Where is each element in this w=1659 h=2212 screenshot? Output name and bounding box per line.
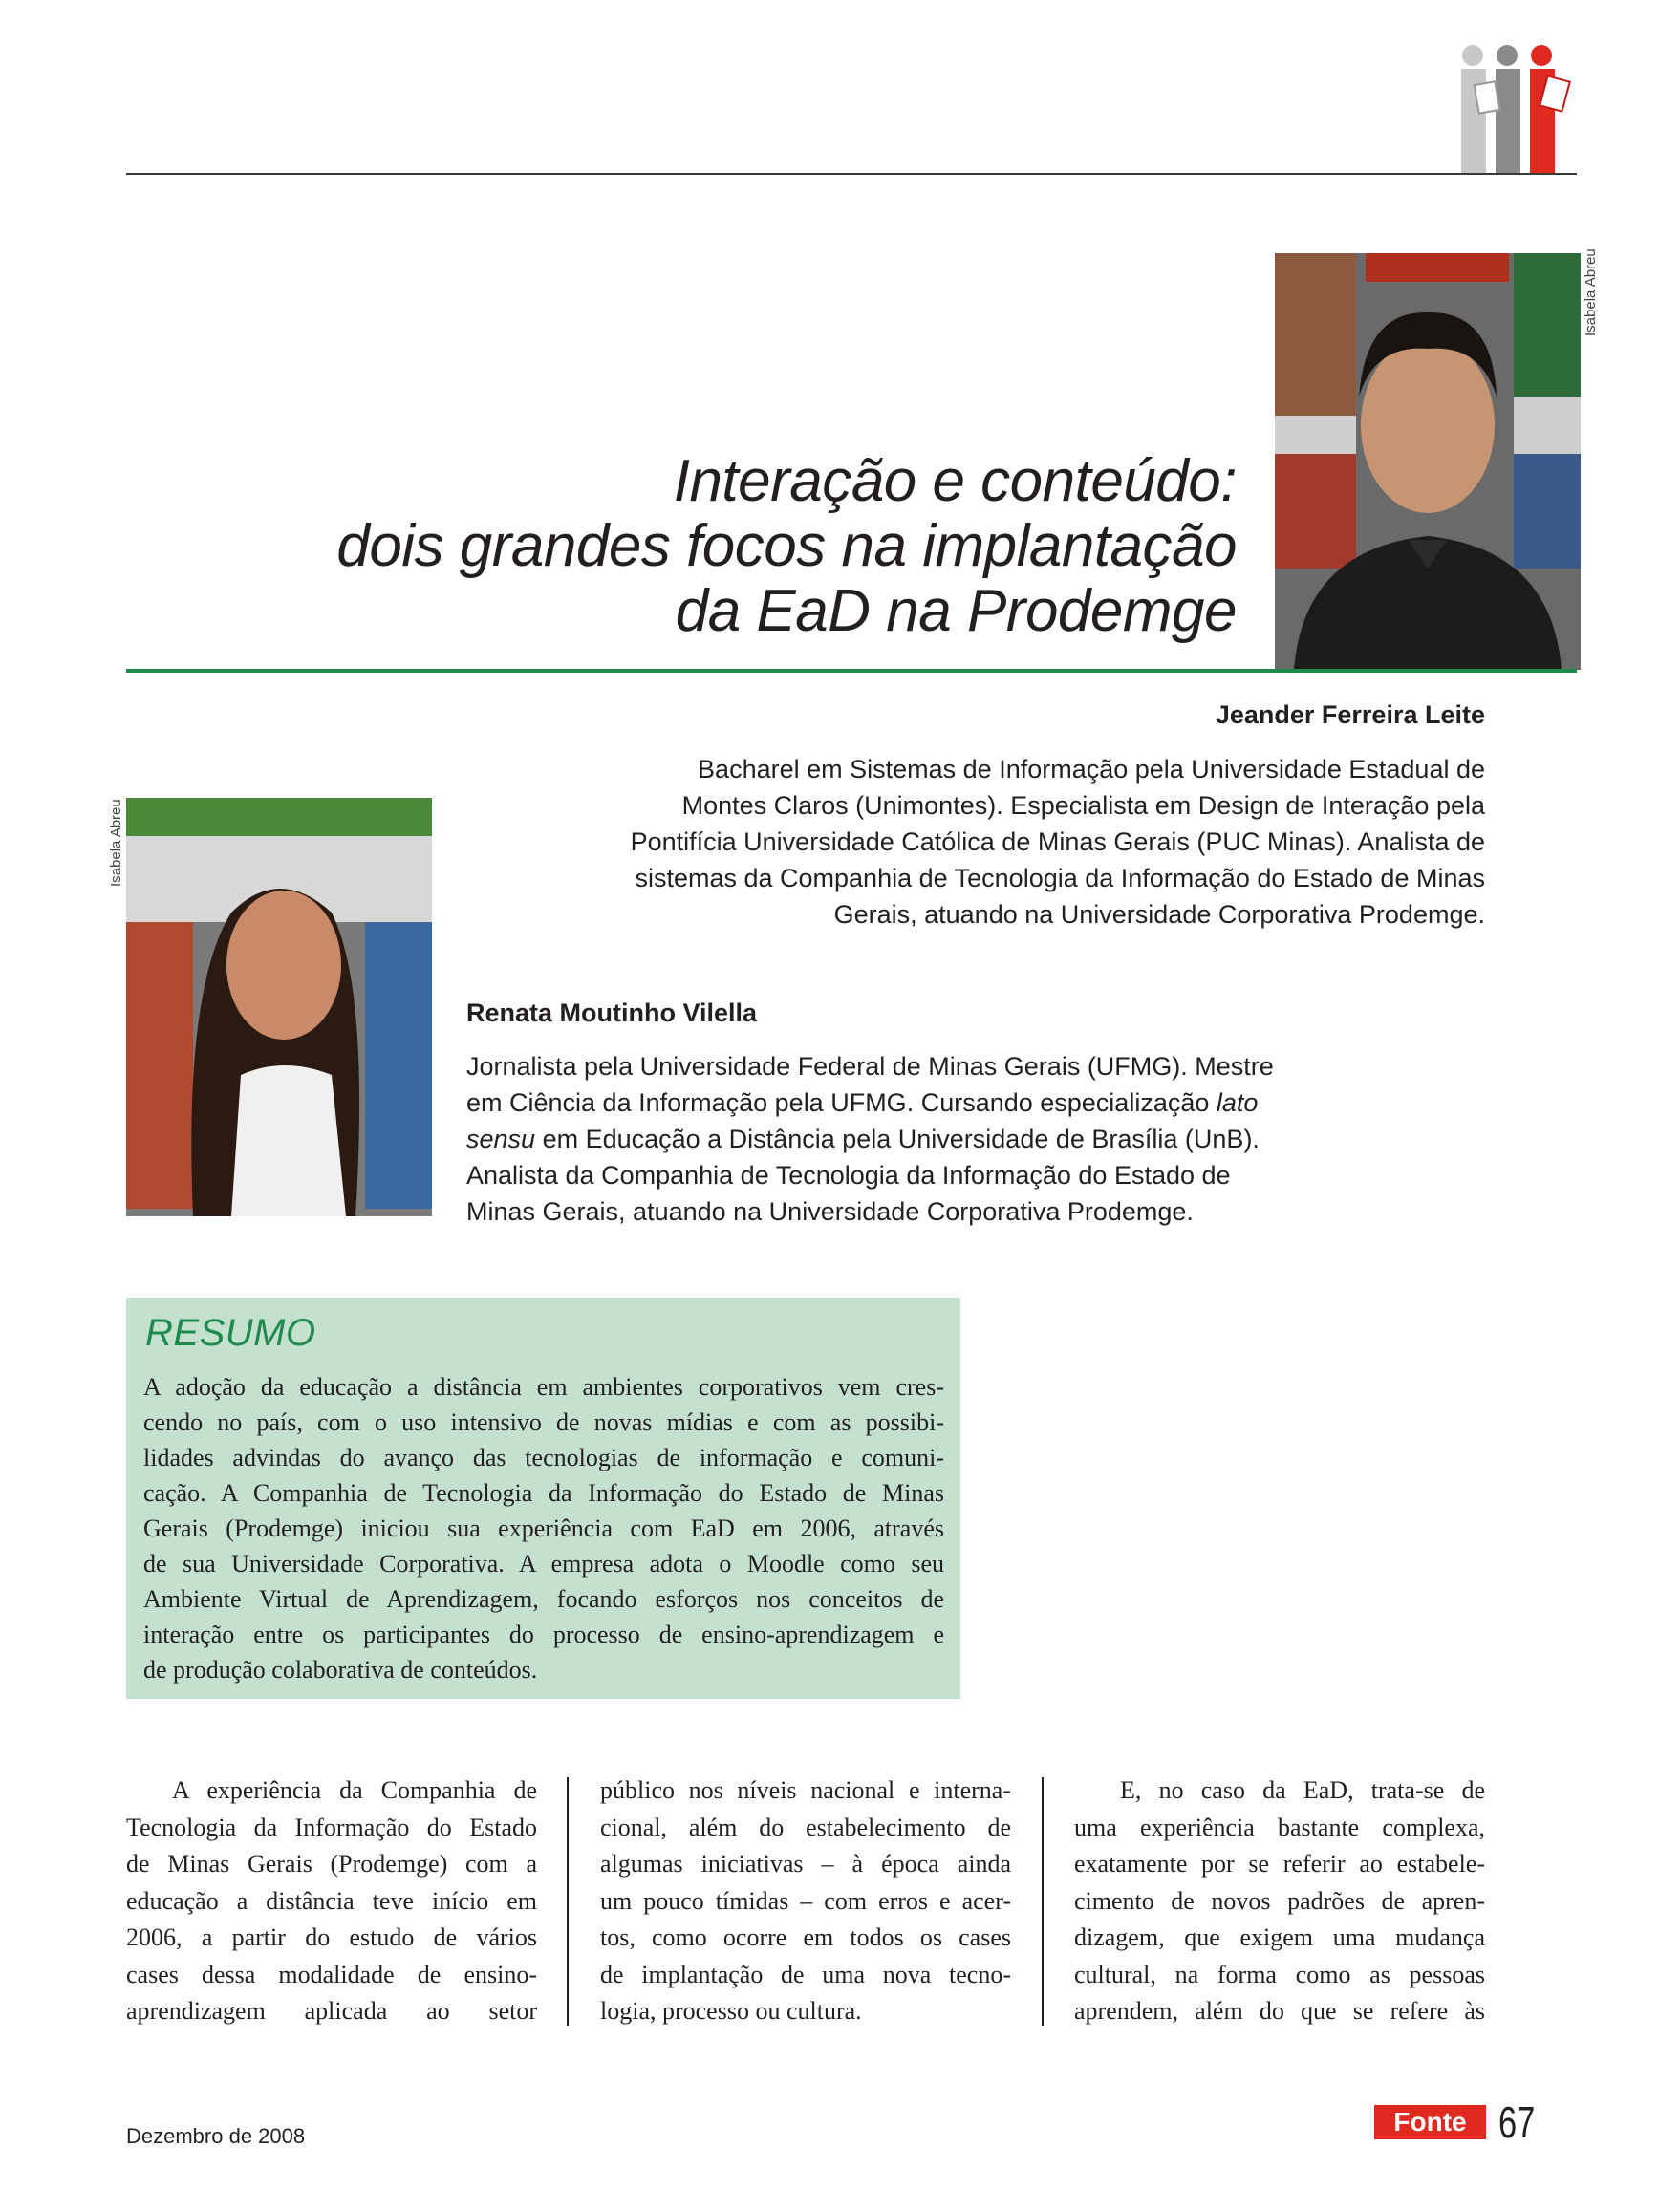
magazine-logo: Fonte	[1374, 2105, 1486, 2139]
body-line: A experiência da Companhia de	[172, 1776, 537, 1804]
author-bio	[466, 1048, 1374, 1230]
body-column-1	[126, 1772, 537, 2030]
resumo-line: cação. A Companhia de Tecnologia da Informação do Estado de Minas	[143, 1479, 944, 1507]
green-rule	[126, 669, 1577, 673]
resumo-line: Ambiente Virtual de Aprendizagem, focando esforços nos conceitos de	[143, 1585, 944, 1613]
bio-line: sistemas da Companhia de Tecnologia da Informação do Estado de Minas	[635, 864, 1485, 892]
photo-credit: Isabela Abreu	[1583, 248, 1599, 336]
bio-italic: lato	[1216, 1088, 1259, 1117]
body-line: de implantação de uma nova tecno-	[600, 1960, 1011, 1988]
body-line: cases dessa modalidade de ensino-	[126, 1960, 537, 1988]
body-line: tos, como ocorre em todos os cases	[600, 1923, 1011, 1951]
bio-line: Minas Gerais, atuando na Universidade Corporativa Prodemge.	[466, 1197, 1194, 1226]
bio-text: em Ciência da Informação pela UFMG. Cursando especialização	[466, 1088, 1217, 1117]
body-line: público nos níveis nacional e interna-	[600, 1776, 1011, 1804]
author-name: Renata Moutinho Vilella	[466, 999, 758, 1027]
title-line: dois grandes focos na implantação	[336, 513, 1237, 579]
author-name: Jeander Ferreira Leite	[1215, 700, 1485, 729]
top-rule	[126, 173, 1577, 175]
bio-line: Bacharel em Sistemas de Informação pela Universidade Estadual de	[698, 755, 1485, 784]
body-line: logia, processo ou cultura.	[600, 1997, 862, 2025]
body-line: dizagem, que exigem uma mudança	[1074, 1923, 1485, 1951]
title-line: da EaD na Prodemge	[675, 578, 1237, 644]
body-line: de Minas Gerais (Prodemge) com a	[126, 1850, 537, 1878]
author-photo-renata	[126, 798, 432, 1216]
resumo-line: de produção colaborativa de conteúdos.	[143, 1656, 538, 1684]
bio-text: em Educação a Distância pela Universidade de Brasília (UnB).	[535, 1125, 1260, 1153]
body-line: algumas iniciativas – à época ainda	[600, 1850, 1011, 1878]
column-divider	[1042, 1777, 1044, 2026]
bio-line	[466, 1121, 1374, 1157]
bio-line: Jornalista pela Universidade Federal de Minas Gerais (UFMG). Mestre	[466, 1052, 1274, 1081]
body-line: cultural, na forma como as pessoas	[1074, 1960, 1485, 1988]
article-title	[185, 449, 1237, 644]
author-photo-jeander	[1275, 253, 1581, 670]
body-line: Tecnologia da Informação do Estado	[126, 1813, 537, 1841]
title-line: Interação e conteúdo:	[673, 448, 1237, 514]
body-column-2	[600, 1772, 1011, 2030]
body-line: exatamente por se referir ao estabele-	[1074, 1850, 1485, 1878]
resumo-text	[143, 1369, 944, 1687]
page-number: 67	[1498, 2097, 1536, 2147]
resumo-heading: RESUMO	[145, 1312, 316, 1354]
resumo-line: cendo no país, com o uso intensivo de novas mídias e com as possibi-	[143, 1408, 944, 1436]
resumo-line: Gerais (Prodemge) iniciou sua experiência com EaD em 2006, através	[143, 1514, 944, 1542]
body-line: aprendem, além do que se refere às	[1074, 1997, 1485, 2025]
body-line: cimento de novos padrões de apren-	[1074, 1886, 1485, 1915]
body-line: 2006, a partir do estudo de vários	[126, 1923, 537, 1951]
bio-line: Montes Claros (Unimontes). Especialista em Design de Interação pela	[681, 791, 1485, 820]
body-line: cional, além do estabelecimento de	[600, 1813, 1011, 1841]
people-group-icon	[1448, 40, 1582, 174]
resumo-line: interação entre os participantes do processo de ensino-aprendizagem e	[143, 1621, 944, 1648]
photo-credit: Isabela Abreu	[108, 799, 124, 887]
bio-line: Analista da Companhia de Tecnologia da Informação do Estado de	[466, 1161, 1231, 1190]
body-column-3	[1074, 1772, 1485, 2030]
bio-line: Gerais, atuando na Universidade Corporativa Prodemge.	[833, 900, 1485, 929]
body-line: uma experiência bastante complexa,	[1074, 1813, 1485, 1841]
body-line: educação a distância teve início em	[126, 1886, 537, 1915]
author-bio	[529, 751, 1485, 933]
resumo-line: lidades advindas do avanço das tecnologias de informação e comuni-	[143, 1444, 944, 1471]
bio-line: Pontifícia Universidade Católica de Minas Gerais (PUC Minas). Analista de	[630, 827, 1485, 856]
bio-line	[466, 1085, 1374, 1121]
body-line: um pouco tímidas – com erros e acer-	[600, 1886, 1011, 1915]
resumo-line: A adoção da educação a distância em ambientes corporativos vem cres-	[143, 1373, 944, 1401]
column-divider	[567, 1777, 569, 2026]
body-line: E, no caso da EaD, trata-se de	[1120, 1776, 1485, 1804]
bio-italic: sensu	[466, 1125, 536, 1153]
body-line: aprendizagem aplicada ao setor	[126, 1997, 537, 2025]
footer-date: Dezembro de 2008	[126, 2124, 306, 2148]
resumo-line: de sua Universidade Corporativa. A empresa adota o Moodle como seu	[143, 1550, 944, 1578]
